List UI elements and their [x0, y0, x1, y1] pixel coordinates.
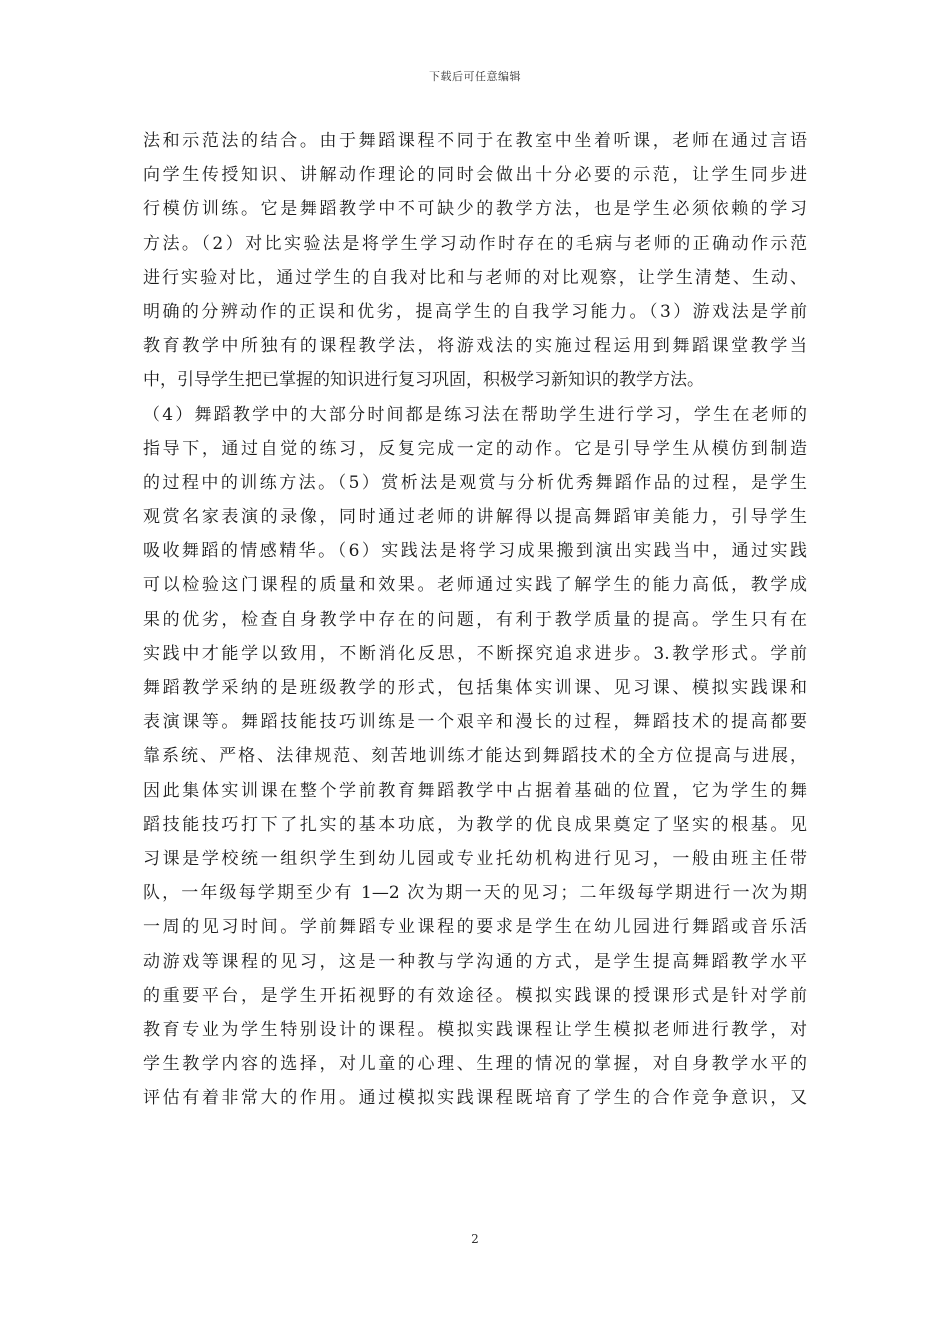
text-line: 实践中才能学以致用，不断消化反思，不断探究追求进步。3.教学形式。学前 [143, 643, 807, 664]
text-line: 舞蹈教学采纳的是班级教学的形式，包括集体实训课、见习课、模拟实践课和 [143, 678, 807, 698]
text-line: 习课是学校统一组织学生到幼儿园或专业托幼机构进行见习，一般由班主任带 [143, 848, 807, 869]
text-line: 蹈技能技巧打下了扎实的基本功底，为教学的优良成果奠定了坚实的根基。见 [143, 814, 807, 835]
text-line: 法和示范法的结合。由于舞蹈课程不同于在教室中坐着听课，老师在通过言语 [143, 131, 807, 151]
text-line: 教育专业为学生特别设计的课程。模拟实践课程让学生模拟老师进行教学，对 [143, 1019, 807, 1040]
text-line: 指导下，通过自觉的练习，反复完成一定的动作。它是引导学生从模仿到制造 [143, 438, 807, 459]
text-line: （4）舞蹈教学中的大部分时间都是练习法在帮助学生进行学习，学生在老师的 [143, 404, 807, 425]
text-line: 吸收舞蹈的情感精华。（6）实践法是将学习成果搬到演出实践当中，通过实践 [143, 541, 807, 562]
text-line: 进行实验对比，通过学生的自我对比和与老师的对比观察，让学生清楚、生动、 [143, 267, 807, 288]
text-line: 的重要平台，是学生开拓视野的有效途径。模拟实践课的授课形式是针对学前 [143, 985, 807, 1006]
text-line: 学生教学内容的选择，对儿童的心理、生理的情况的掌握，对自身教学水平的 [143, 1054, 807, 1075]
text-line: 可以检验这门课程的质量和效果。老师通过实践了解学生的能力高低，教学成 [143, 575, 807, 596]
body-text [143, 124, 807, 1115]
text-line: 观赏名家表演的录像，同时通过老师的讲解得以提高舞蹈审美能力，引导学生 [143, 507, 807, 528]
text-line: 向学生传授知识、讲解动作理论的同时会做出十分必要的示范，让学生同步进 [143, 165, 807, 186]
page-header: 下载后可任意编辑 [429, 70, 521, 83]
text-line: 方法。（2）对比实验法是将学生学习动作时存在的毛病与老师的正确动作示范 [143, 233, 807, 254]
text-line: 教育教学中所独有的课程教学法，将游戏法的实施过程运用到舞蹈课堂教学当 [143, 336, 807, 357]
text-line: 因此集体实训课在整个学前教育舞蹈教学中占据着基础的位置，它为学生的舞 [143, 780, 807, 801]
text-line: 评估有着非常大的作用。通过模拟实践课程既培育了学生的合作竞争意识，又 [143, 1088, 807, 1109]
text-line: 一周的见习时间。学前舞蹈专业课程的要求是学生在幼儿园进行舞蹈或音乐活 [143, 917, 807, 938]
text-line: 行模仿训练。它是舞蹈教学中不可缺少的教学方法，也是学生必须依赖的学习 [143, 199, 807, 220]
page-number: 2 [471, 1232, 479, 1246]
text-line: 明确的分辨动作的正误和优劣，提高学生的自我学习能力。（3）游戏法是学前 [143, 301, 807, 322]
text-line: 动游戏等课程的见习，这是一种教与学沟通的方式，是学生提高舞蹈教学水平 [143, 951, 807, 972]
text-line: 果的优劣，检查自身教学中存在的问题，有利于教学质量的提高。学生只有在 [143, 609, 807, 630]
text-line: 中，引导学生把已掌握的知识进行复习巩固，积极学习新知识的教学方法。 [143, 370, 704, 391]
text-line: 队，一年级每学期至少有 1—2 次为期一天的见习；二年级每学期进行一次为期 [143, 883, 807, 904]
text-line: 靠系统、严格、法律规范、刻苦地训练才能达到舞蹈技术的全方位提高与进展， [143, 746, 807, 767]
text-line: 的过程中的训练方法。（5）赏析法是观赏与分析优秀舞蹈作品的过程，是学生 [143, 472, 807, 493]
text-line: 表演课等。舞蹈技能技巧训练是一个艰辛和漫长的过程，舞蹈技术的提高都要 [143, 712, 807, 733]
